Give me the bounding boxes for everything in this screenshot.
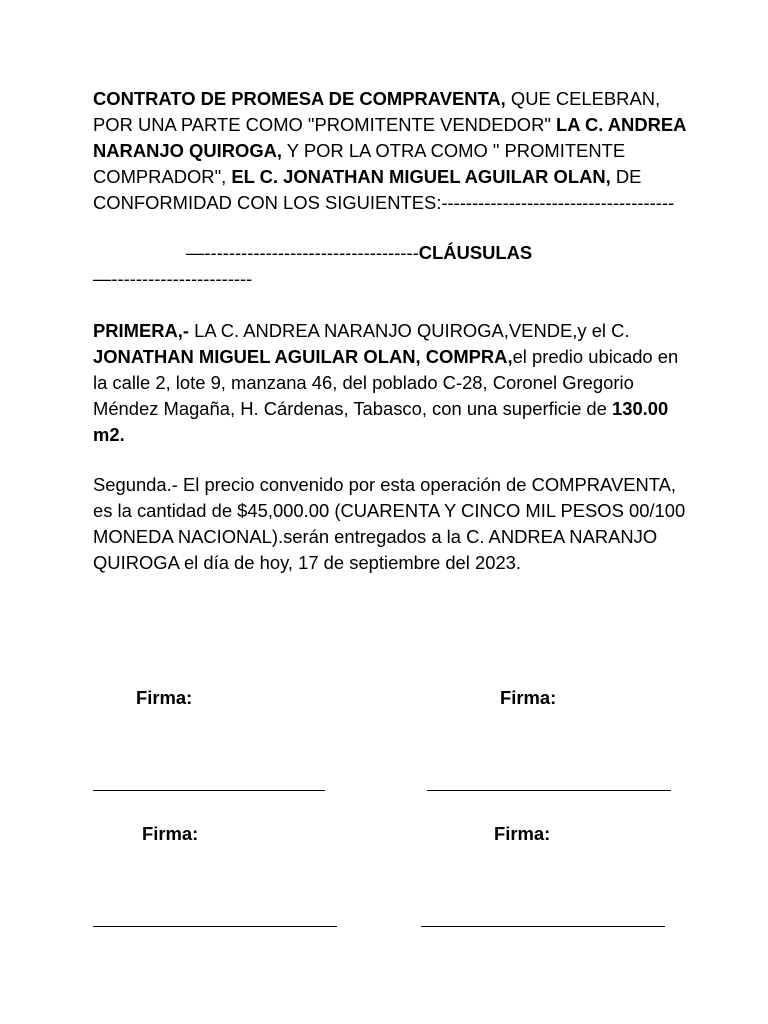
intro-text-2: Y POR LA OTRA COMO " PROMITENTE COMPRADOR", <box>93 140 626 187</box>
signature-label-4: Firma: <box>494 823 551 844</box>
clause-segunda: Segunda.- El precio convenido por esta operación de COMPRAVENTA, es la cantidad de $45,000.00 (CUARENTA Y CINCO MIL PESOS 00/100 MONEDA NACIONAL).serán entregados a la C. ANDREA NARANJO QUIROGA el día de hoy, 17 de septiembre del 2023. <box>93 474 686 573</box>
contract-title: CONTRATO DE PROMESA DE COMPRAVENTA, <box>93 88 506 109</box>
primera-buyer: JONATHAN MIGUEL AGUILAR OLAN, COMPRA, <box>93 346 513 367</box>
signature-line-3 <box>93 926 337 927</box>
intro-text-3: DE CONFORMIDAD CON LOS SIGUIENTES:-------------------------------------- <box>93 166 675 213</box>
seller-name: LA C. ANDREA NARANJO QUIROGA, <box>93 114 686 161</box>
buyer-name: EL C. JONATHAN MIGUEL AGUILAR OLAN, <box>231 166 611 187</box>
clausulas-dashes-after: —----------------------- <box>93 268 253 289</box>
primera-label: PRIMERA,- <box>93 320 190 341</box>
signature-label-2: Firma: <box>500 687 557 708</box>
contract-intro-paragraph <box>93 86 693 216</box>
primera-text-2: el predio ubicado en la calle 2, lote 9, manzana 46, del poblado C-28, Coronel Gregorio Méndez Magaña, H. Cárdenas, Tabasco, con una superficie de <box>93 346 679 419</box>
intro-text-1: QUE CELEBRAN, POR UNA PARTE COMO "PROMITENTE VENDEDOR" <box>93 88 661 135</box>
clausulas-heading <box>186 240 532 266</box>
primera-text-1: LA C. ANDREA NARANJO QUIROGA,VENDE,y el C. <box>189 320 630 341</box>
primera-area: 130.00 m2. <box>93 398 669 445</box>
signature-label-1: Firma: <box>136 687 193 708</box>
clausulas-dashes-before: —----------------------------------- <box>186 242 419 263</box>
signature-line-4 <box>421 926 665 927</box>
signature-label-3: Firma: <box>142 823 199 844</box>
signature-line-2 <box>427 790 671 791</box>
signature-line-1 <box>93 790 325 791</box>
clausulas-label: CLÁUSULAS <box>418 242 533 263</box>
clause-primera <box>93 318 693 448</box>
